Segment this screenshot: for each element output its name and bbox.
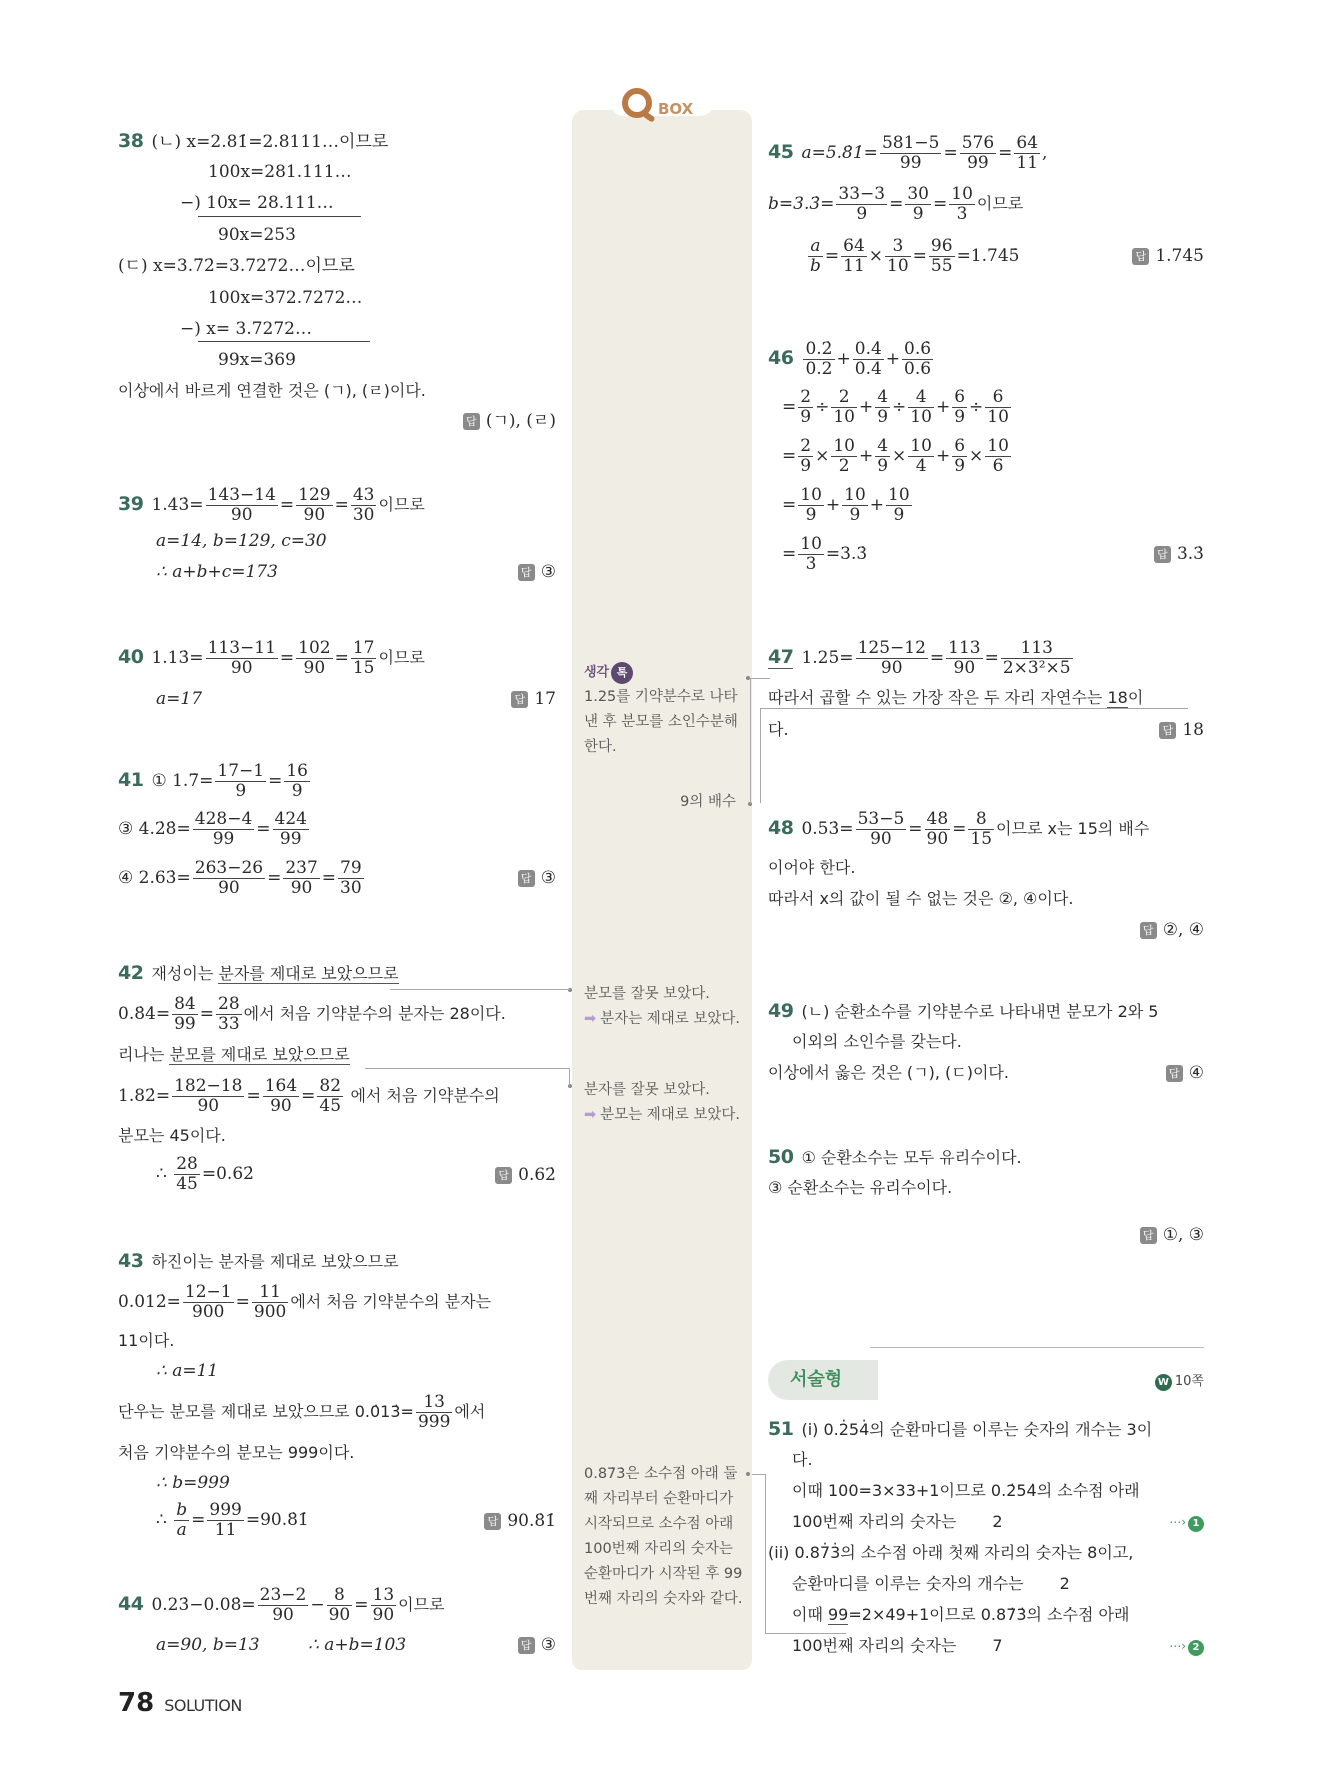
answer-badge-icon: 답 bbox=[1132, 248, 1149, 265]
tip-51: 0.87̇3̇은 소수점 아래 둘째 자리부터 순환마디가 시작되므로 소수점 아래 100번째 자리의 숫자는 순환마디가 시작된 후 99번째 자리의 숫자와 같다. bbox=[584, 1466, 743, 1607]
section-divider bbox=[870, 1347, 1204, 1348]
connector-line bbox=[390, 989, 570, 990]
step-marker-2: ⋯› 2 bbox=[1169, 1635, 1204, 1657]
tip-47-note: 9의 배수 bbox=[680, 794, 736, 810]
answer-badge-icon: 답 bbox=[511, 691, 528, 708]
answer-badge-icon: 답 bbox=[1140, 922, 1157, 939]
connector-dot bbox=[746, 1472, 750, 1476]
page-number: 78 bbox=[118, 1688, 155, 1718]
arrow-right-icon: ➡ bbox=[584, 1107, 597, 1123]
connector-line bbox=[766, 1633, 846, 1634]
connector-line bbox=[752, 1474, 766, 1634]
page-footer bbox=[118, 1688, 242, 1718]
answer-badge-icon: 답 bbox=[1140, 1227, 1157, 1244]
answer: 답 17 bbox=[511, 688, 556, 710]
subtraction-rule bbox=[198, 341, 370, 342]
connector-line bbox=[760, 708, 1188, 803]
speech-bubble-icon: 톡 bbox=[611, 662, 633, 684]
tip-42b: 분자를 잘못 보았다. ➡ 분모는 제대로 보았다. bbox=[584, 1082, 741, 1123]
answer-badge-icon: 답 bbox=[495, 1167, 512, 1184]
page-label: SOLUTION bbox=[164, 1696, 242, 1715]
step-marker-1: ⋯› 1 bbox=[1169, 1511, 1204, 1533]
tip-header: 생각 톡 bbox=[584, 660, 744, 685]
answer: 답 ③ bbox=[518, 1634, 556, 1656]
answer-badge-icon: 답 bbox=[518, 870, 535, 887]
answer: 답 3.3̇ bbox=[1154, 543, 1204, 565]
answer: 답 18 bbox=[1159, 719, 1204, 741]
answer-badge-icon: 답 bbox=[1154, 546, 1171, 563]
answer-badge-icon: 답 bbox=[1166, 1065, 1183, 1082]
answer-badge-icon: 답 bbox=[1159, 722, 1176, 739]
answer: 답 (ㄱ), (ㄹ) bbox=[463, 410, 556, 432]
q-logo-icon bbox=[622, 88, 652, 118]
workbook-reference: W 10쪽 bbox=[1155, 1370, 1204, 1391]
essay-section-tab: 서술형 bbox=[768, 1360, 878, 1400]
workbook-icon: W bbox=[1155, 1374, 1172, 1391]
answer: 답 ①, ③ bbox=[1140, 1224, 1204, 1246]
answer: 답 0.62̇ bbox=[495, 1164, 556, 1186]
qbox-sidebar bbox=[572, 110, 752, 1670]
tip-body: 1.25̇를 기약분수로 나타낸 후 분모를 소인수분해 한다. bbox=[584, 689, 738, 755]
answer: 답 90.8̇1̇ bbox=[484, 1510, 556, 1532]
qbox-logo: BOX bbox=[622, 88, 693, 118]
answer-badge-icon: 답 bbox=[484, 1513, 501, 1530]
tip-42a: 분모를 잘못 보았다. ➡ 분자는 제대로 보았다. bbox=[584, 986, 741, 1027]
subtraction-rule bbox=[198, 216, 361, 217]
connector-line bbox=[750, 678, 770, 679]
answer: 답 1.74̇5̇ bbox=[1132, 245, 1204, 267]
answer-badge-icon: 답 bbox=[518, 564, 535, 581]
answer-badge-icon: 답 bbox=[463, 413, 480, 430]
answer-badge-icon: 답 bbox=[518, 1637, 535, 1654]
tip-47 bbox=[584, 660, 744, 760]
answer: 답 ④ bbox=[1166, 1062, 1204, 1084]
answer: 답 ③ bbox=[518, 561, 556, 583]
answer: 답 ③ bbox=[518, 867, 556, 889]
answer: 답 ②, ④ bbox=[1140, 919, 1204, 941]
arrow-right-icon: ➡ bbox=[584, 1011, 597, 1027]
